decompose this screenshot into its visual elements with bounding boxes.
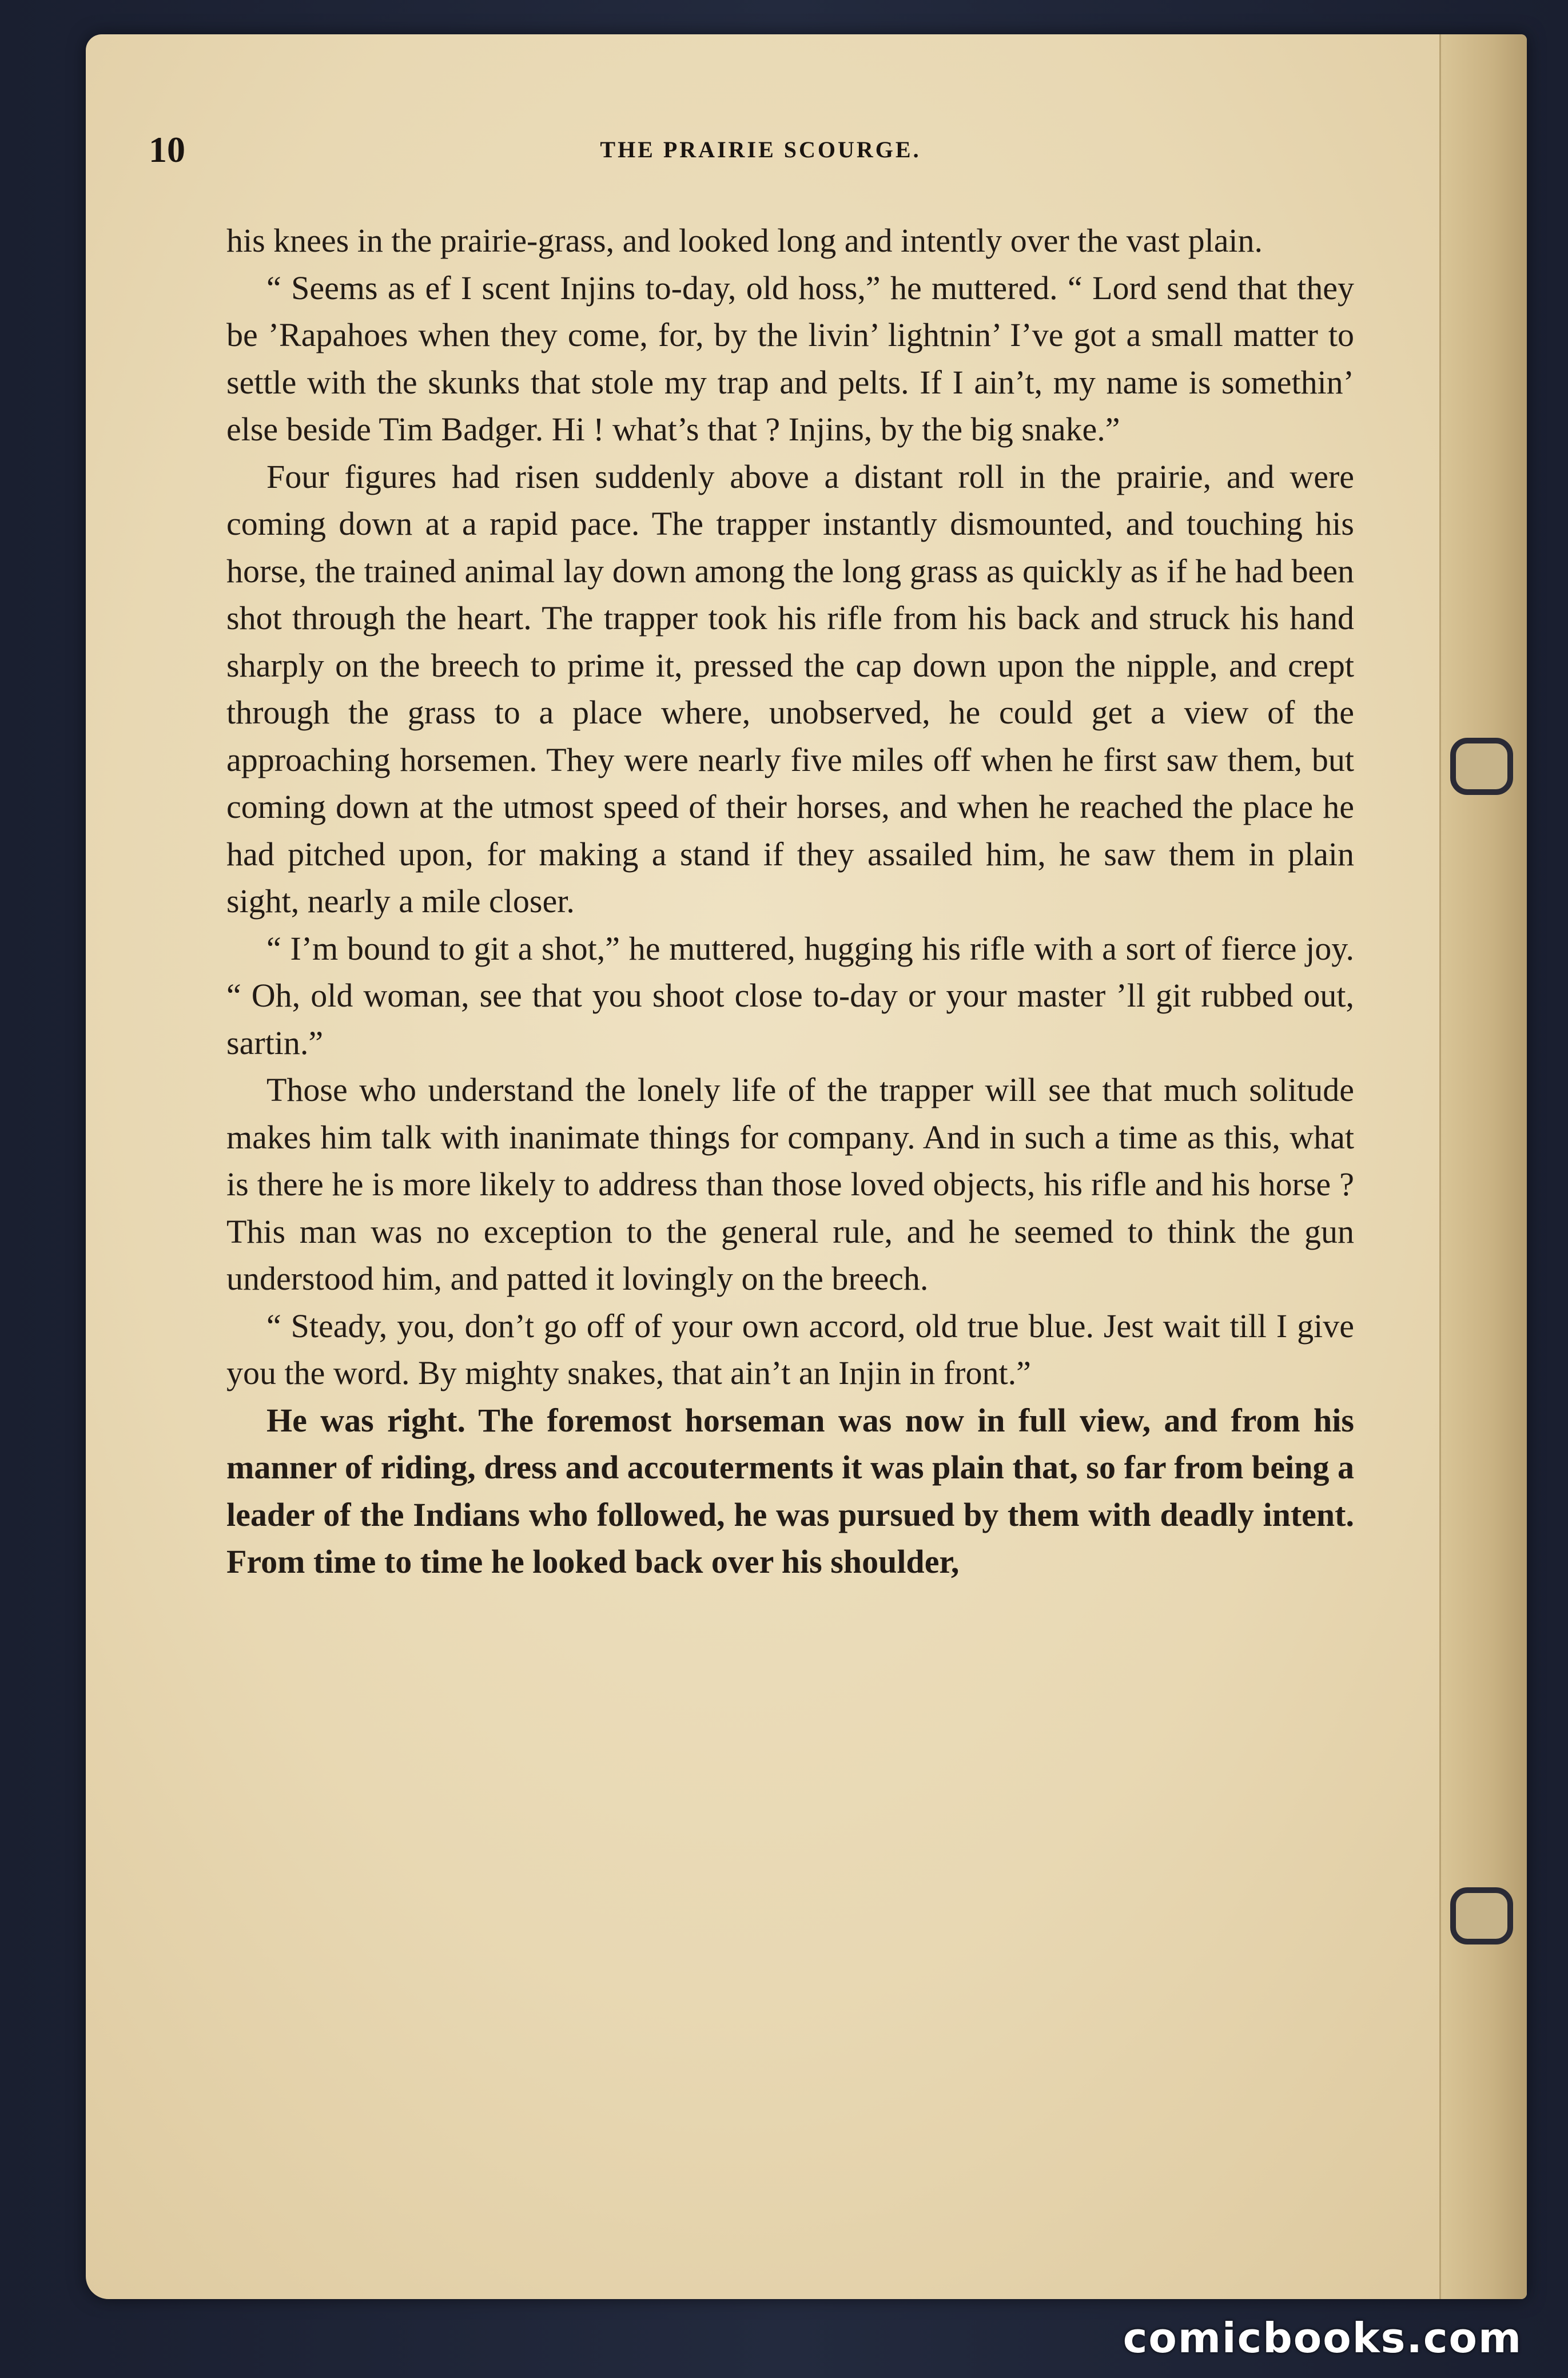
running-head: THE PRAIRIE SCOURGE. [600,137,921,162]
body-text [226,217,1354,1586]
paragraph: “ Steady, you, don’t go off of your own accord, old true blue. Jest wait till I give you the word. By mighty snakes, that ain’t an Injin in front.” [226,1307,1354,1391]
binding-staple-icon [1450,738,1513,795]
page-spine [1439,34,1527,2299]
paragraph: Those who understand the lonely life of the trapper will see that much solitude makes him talk with inanimate things for company. And in such a time as this, what is there he is more likely to address than those loved objects, his rifle and his horse ? This man was no exception to the general rule, and he seemed to think the gun understood him, and patted it lovingly on the breech. [226,1071,1354,1297]
paragraph: his knees in the prairie-grass, and looked long and intently over the vast plain. [226,222,1263,259]
paragraph: He was right. The foremost horseman was now in full view, and from his manner of riding, dress and accouterments it was plain that, so far from being a leader of the Indians who followed, he was pursued by them with deadly intent. From time to time he looked back over his shoulder, [226,1401,1354,1580]
paragraph: “ Seems as ef I scent Injins to-day, old hoss,” he muttered. “ Lord send that they be ’Rapahoes when they come, for, by the livin’ lightnin’ I’ve got a small matter to settle with the skunks that stole my trap and pelts. If I ain’t, my name is somethin’ else beside Tim Badger. Hi ! what’s that ? Injins, by the big snake.” [226,269,1354,448]
watermark: comicbooks.com [1123,2314,1522,2362]
page-number: 10 [149,129,185,170]
binding-staple-icon [1450,1887,1513,1944]
paragraph: Four figures had risen suddenly above a distant roll in the prairie, and were coming down at a rapid pace. The trapper instantly dismounted, and touching his horse, the trained animal lay down among the long grass as quickly as if he had been shot through the heart. The trapper took his rifle from his back and struck his hand sharply on the breech to prime it, pressed the cap down upon the nipple, and crept through the grass to a place where, unobserved, he could get a view of the approaching horsemen. They were nearly five miles off when he first saw them, but coming down at the utmost speed of their horses, and when he reached the place he had pitched upon, for making a stand if they assailed him, he saw them in plain sight, nearly a mile closer. [226,458,1354,920]
page-header [149,127,1321,173]
paragraph: “ I’m bound to git a shot,” he muttered, hugging his rifle with a sort of fierce joy. “ Oh, old woman, see that you shoot close to-day or your master ’ll git rubbed out, sartin.” [226,929,1354,1061]
